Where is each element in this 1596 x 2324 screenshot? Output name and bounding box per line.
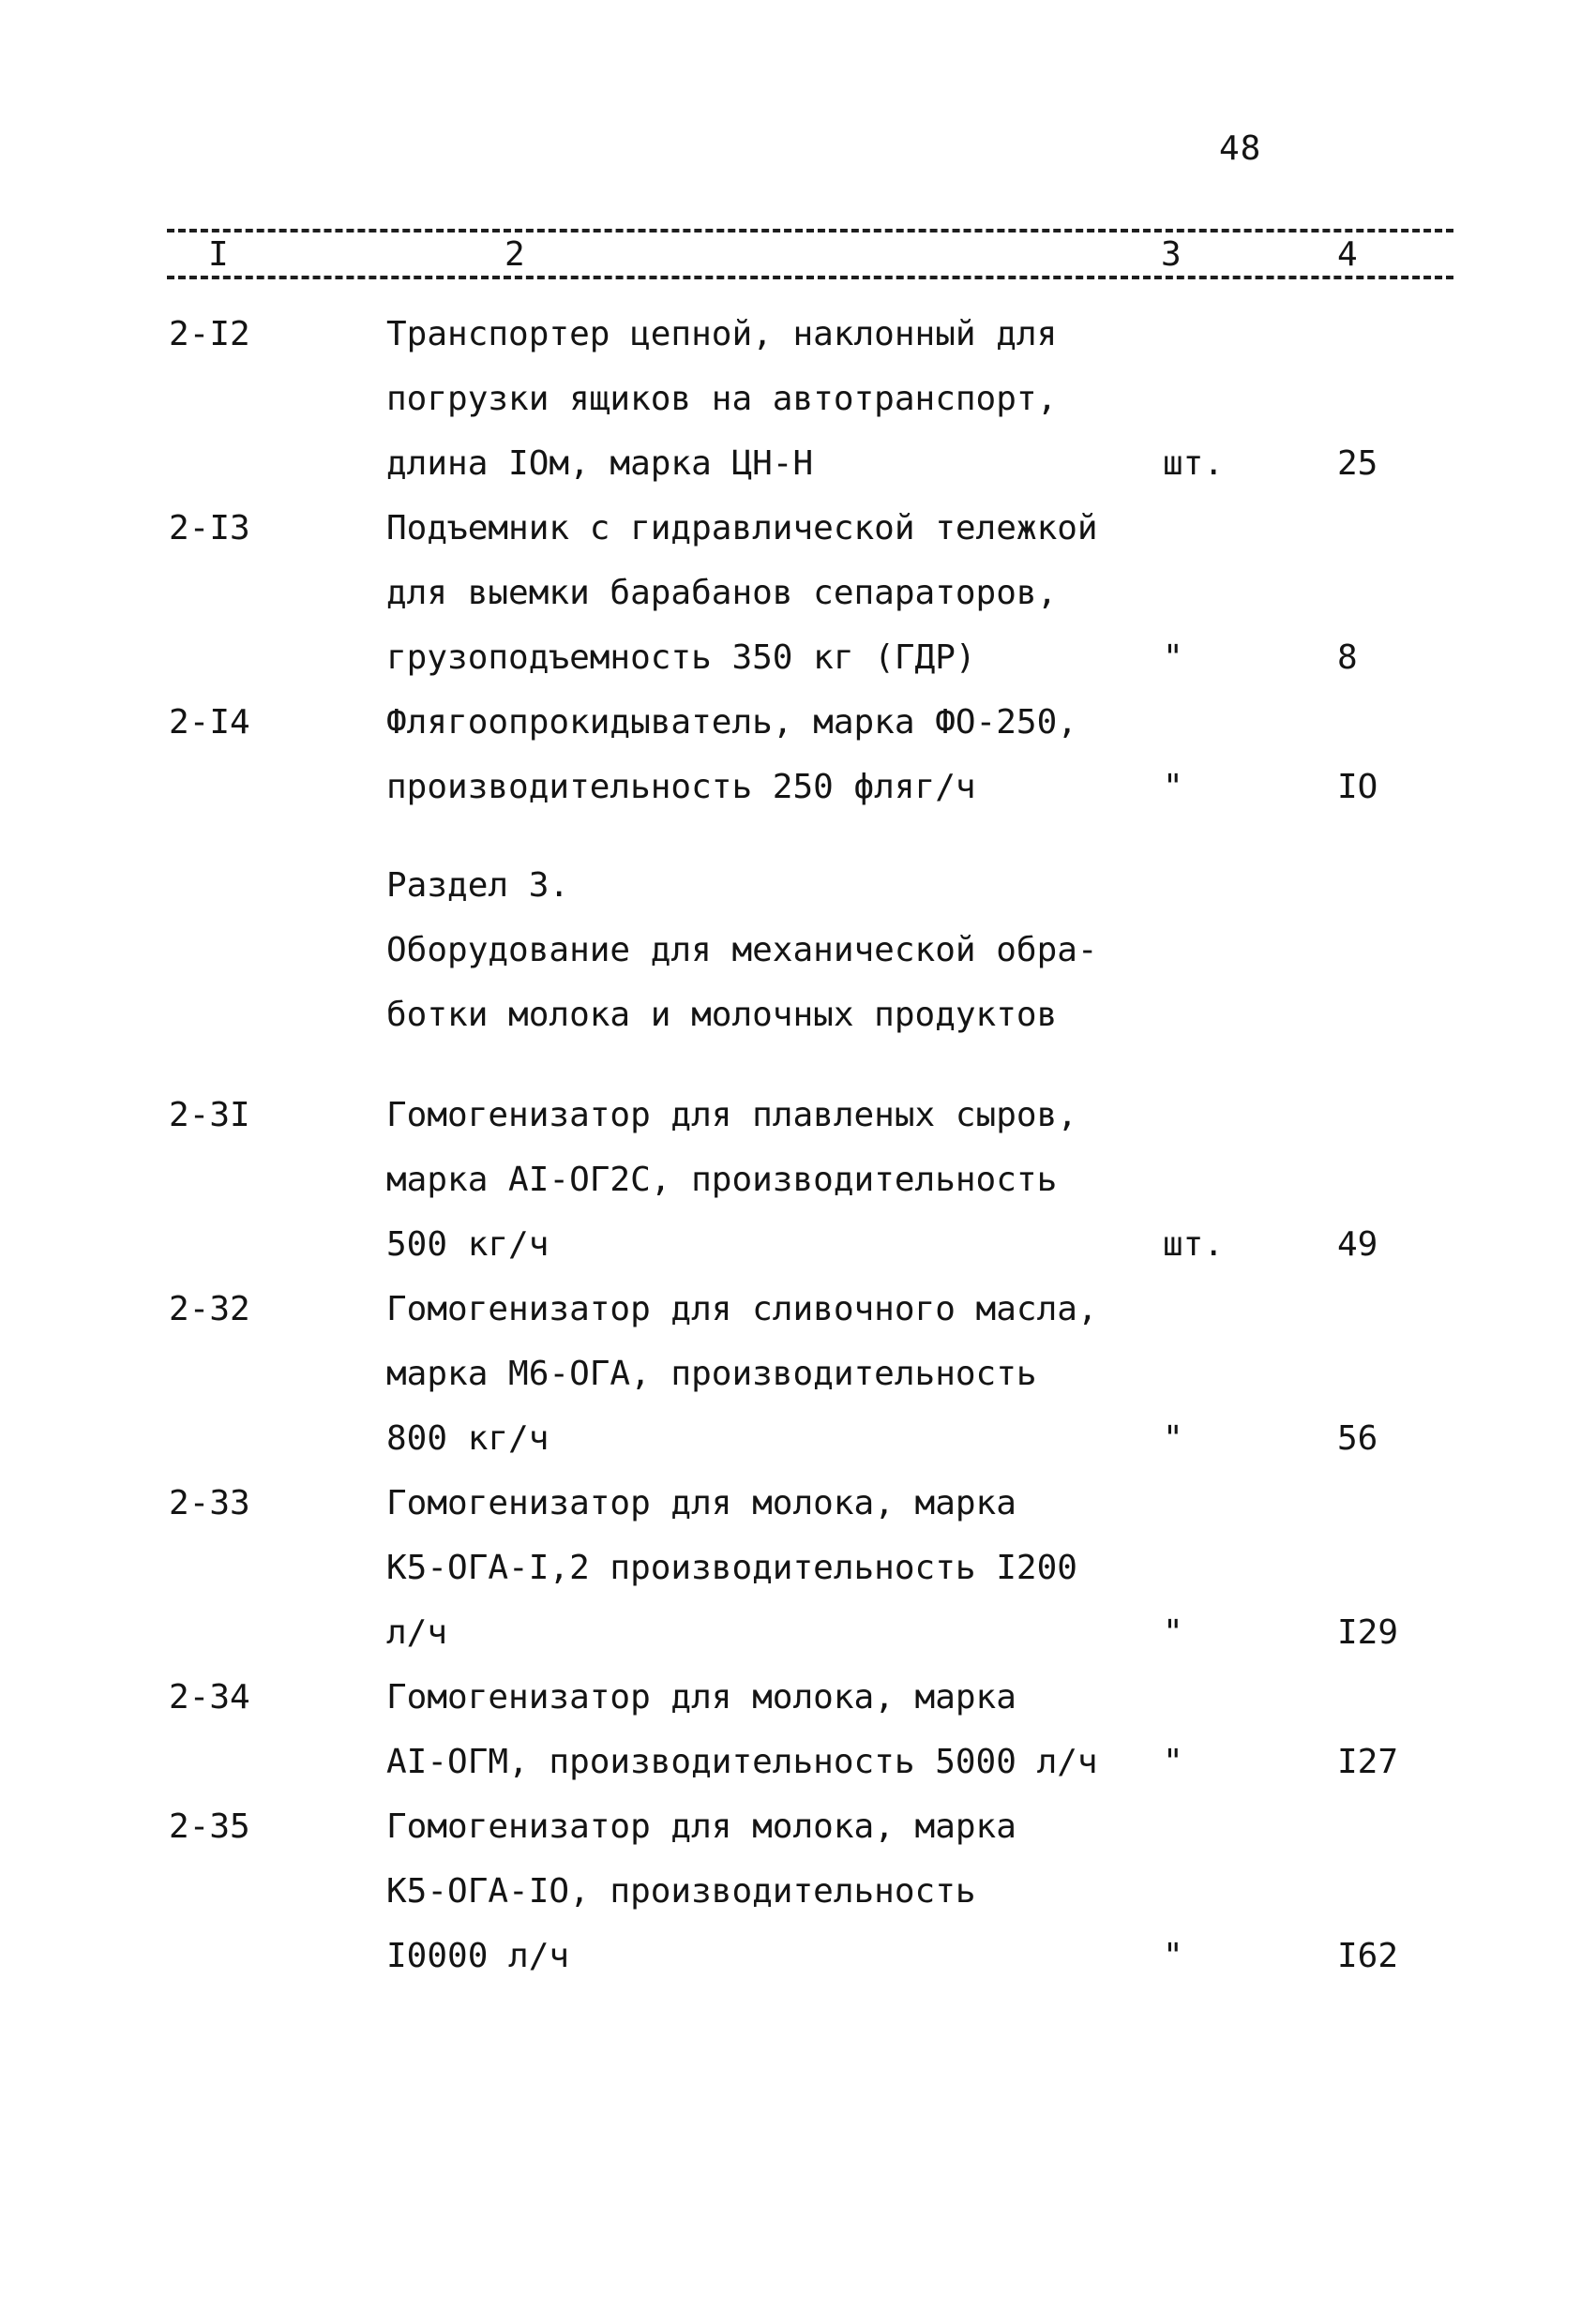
section-description-line: Оборудование для механической обра-	[386, 931, 1098, 969]
item-unit: "	[1163, 1937, 1183, 1975]
item-description-line: 500 кг/ч	[386, 1225, 550, 1264]
item-description	[386, 1083, 1118, 1277]
table-row	[0, 1794, 1596, 1988]
item-description-line: Гомогенизатор для сливочного масла,	[386, 1290, 1098, 1328]
item-unit: шт.	[1163, 444, 1225, 483]
item-code: 2-I3	[169, 509, 250, 547]
item-quantity: 49	[1337, 1225, 1378, 1264]
item-description-line: Флягоопрокидыватель, марка ФО-250,	[386, 703, 1077, 742]
item-code: 2-I2	[169, 315, 250, 353]
item-description-line: 800 кг/ч	[386, 1419, 550, 1458]
item-description-line: Подъемник с гидравлической тележкой	[386, 509, 1098, 547]
table-row	[0, 1471, 1596, 1665]
column-header-3: 3	[1161, 235, 1182, 274]
item-code: 2-3I	[169, 1096, 250, 1134]
item-description	[386, 1665, 1118, 1794]
column-header-4: 4	[1337, 235, 1358, 274]
equipment-rows-group-2	[0, 1083, 1596, 1988]
item-description-line: Гомогенизатор для молока, марка	[386, 1484, 1016, 1522]
item-code: 2-I4	[169, 703, 250, 742]
item-unit: "	[1163, 638, 1183, 677]
item-unit: "	[1163, 1743, 1183, 1781]
column-header-1: I	[208, 235, 229, 274]
item-unit: "	[1163, 1419, 1183, 1458]
item-description-line: марка М6-ОГА, производительность	[386, 1355, 1037, 1393]
table-row	[0, 1277, 1596, 1471]
table-row	[0, 302, 1596, 496]
item-code: 2-34	[169, 1678, 250, 1717]
item-description	[386, 1794, 1118, 1988]
item-description-line: К5-ОГА-IO, производительность	[386, 1872, 976, 1911]
item-description-line: Гомогенизатор для молока, марка	[386, 1807, 1016, 1846]
table-row	[0, 1083, 1596, 1277]
item-description-line: производительность 250 фляг/ч	[386, 768, 976, 806]
item-description-line: I0000 л/ч	[386, 1937, 570, 1975]
item-description-line: К5-ОГА-I,2 производительность I200	[386, 1549, 1077, 1587]
item-quantity: 25	[1337, 444, 1378, 483]
column-header-2: 2	[504, 235, 525, 274]
item-quantity: I62	[1337, 1937, 1399, 1975]
item-unit: шт.	[1163, 1225, 1225, 1264]
item-description-line: марка AI-ОГ2С, производительность	[386, 1161, 1058, 1199]
table-row	[0, 690, 1596, 819]
item-description-line: грузоподъемность 350 кг (ГДР)	[386, 638, 976, 677]
item-description-line: для выемки барабанов сепараторов,	[386, 574, 1058, 612]
item-description	[386, 690, 1118, 819]
table-header-bottom-rule	[167, 276, 1453, 279]
equipment-rows-group-1	[0, 302, 1596, 819]
item-quantity: I29	[1337, 1613, 1399, 1652]
item-description-line: Гомогенизатор для плавленых сыров,	[386, 1096, 1077, 1134]
item-description-line: л/ч	[386, 1613, 448, 1652]
table-header-top-rule	[167, 229, 1453, 232]
item-code: 2-33	[169, 1484, 250, 1522]
section-title: Раздел 3.	[386, 866, 570, 905]
section-heading	[386, 853, 1596, 1047]
section-description-line: ботки молока и молочных продуктов	[386, 996, 1058, 1034]
item-unit: "	[1163, 1613, 1183, 1652]
item-code: 2-35	[169, 1807, 250, 1846]
table-row	[0, 1665, 1596, 1794]
item-quantity: 8	[1337, 638, 1358, 677]
item-description-line: погрузки ящиков на автотранспорт,	[386, 380, 1058, 418]
item-description	[386, 302, 1118, 496]
item-description	[386, 496, 1118, 690]
item-description-line: Транспортер цепной, наклонный для	[386, 315, 1058, 353]
item-quantity: IO	[1337, 768, 1378, 806]
item-description	[386, 1277, 1118, 1471]
table-row	[0, 496, 1596, 690]
item-description-line: Гомогенизатор для молока, марка	[386, 1678, 1016, 1717]
item-description	[386, 1471, 1118, 1665]
item-quantity: 56	[1337, 1419, 1378, 1458]
equipment-table	[0, 302, 1596, 1988]
item-code: 2-32	[169, 1290, 250, 1328]
item-unit: "	[1163, 768, 1183, 806]
item-description-line: длина IOм, марка ЦН-Н	[386, 444, 814, 483]
page-number: 48	[1219, 129, 1262, 168]
item-quantity: I27	[1337, 1743, 1399, 1781]
item-description-line: AI-ОГМ, производительность 5000 л/ч	[386, 1743, 1098, 1781]
